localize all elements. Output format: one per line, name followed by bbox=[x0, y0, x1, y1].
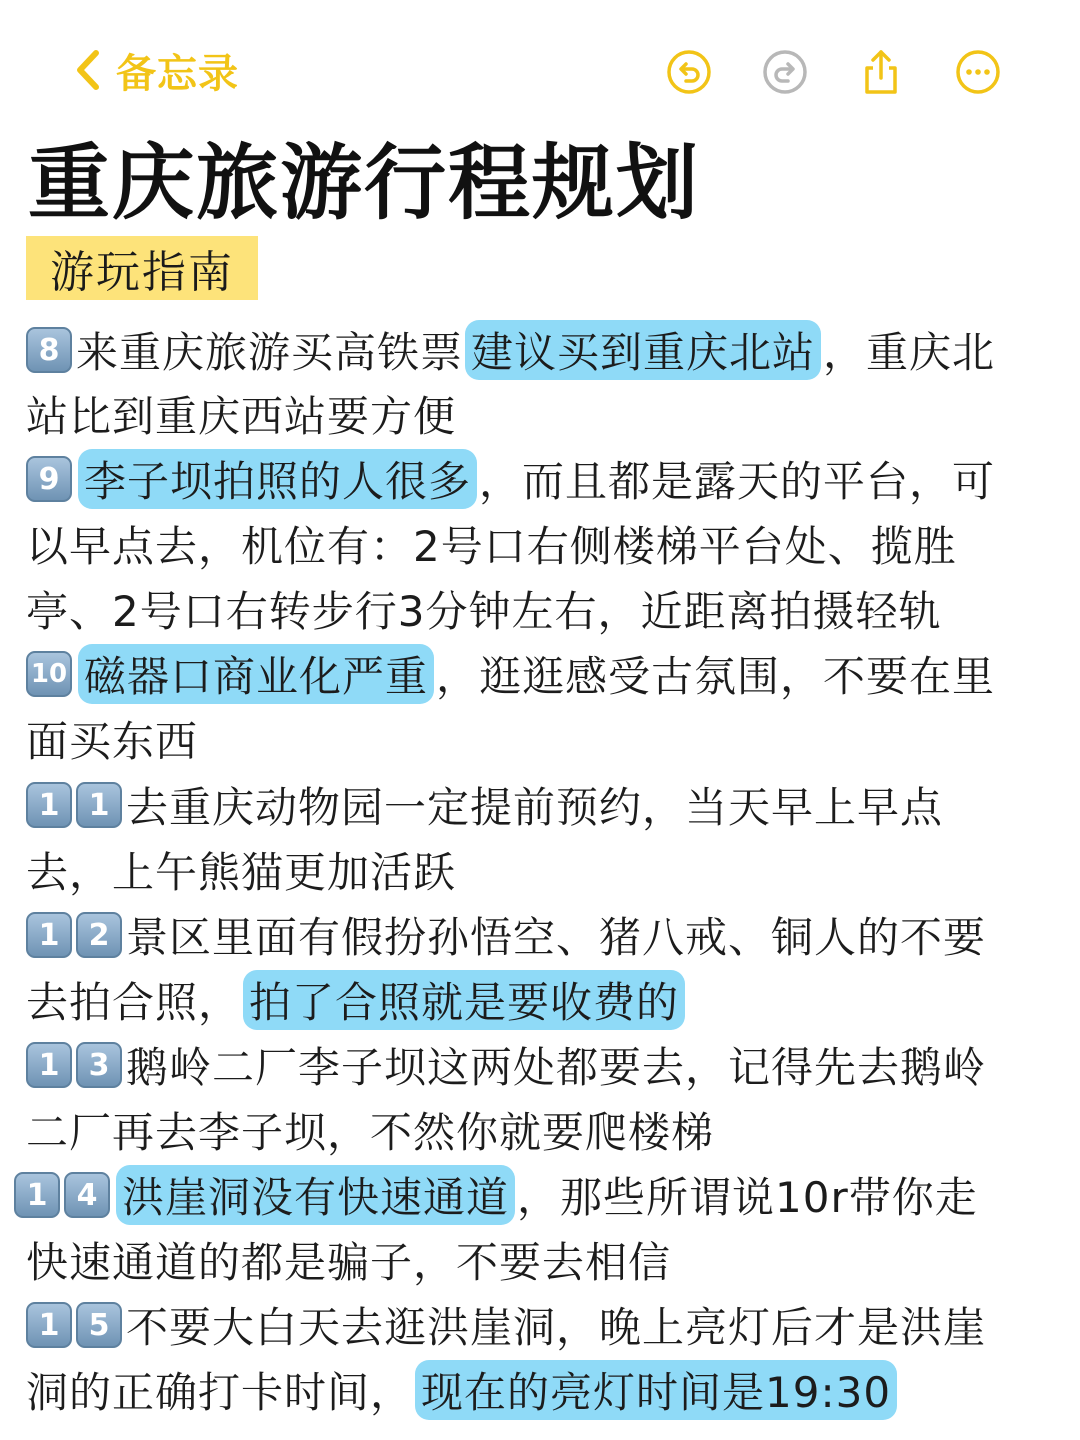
keycap-badge: 8 bbox=[26, 327, 72, 373]
text-run: ，而且都是露天的平台，可 bbox=[479, 457, 996, 506]
note-title[interactable]: 重庆旅游行程规划 bbox=[28, 136, 701, 231]
undo-button[interactable] bbox=[661, 44, 717, 100]
text-run: 去重庆动物园一定提前预约，当天早上早点 bbox=[126, 783, 944, 832]
highlighted-text: 拍了合照就是要收费的 bbox=[243, 970, 685, 1030]
redo-icon bbox=[761, 48, 809, 96]
text-run: ，重庆北 bbox=[823, 328, 996, 377]
text-run: 去拍合照， bbox=[26, 978, 242, 1027]
keycap-badge: 1 bbox=[26, 1042, 72, 1088]
keycap-badge: 2 bbox=[76, 912, 122, 958]
text-run: 以早点去，机位有：2号口右侧楼梯平台处、揽胜 bbox=[26, 522, 957, 571]
share-icon bbox=[857, 48, 905, 96]
note-line[interactable] bbox=[26, 382, 1066, 446]
note-line[interactable] bbox=[14, 1163, 1054, 1227]
note-line[interactable] bbox=[26, 318, 1066, 382]
keycap-badge: 1 bbox=[26, 1302, 72, 1348]
highlighted-text: 建议买到重庆北站 bbox=[465, 320, 821, 380]
keycap-badge: 5 bbox=[76, 1302, 122, 1348]
keycap-badge: 9 bbox=[26, 456, 72, 502]
text-run: 来重庆旅游买高铁票 bbox=[76, 328, 464, 377]
text-run: ，逛逛感受古氛围，不要在里 bbox=[436, 652, 996, 701]
text-run: 站比到重庆西站要方便 bbox=[26, 392, 457, 441]
text-run: 面买东西 bbox=[26, 717, 199, 766]
text-run: 鹅岭二厂李子坝这两处都要去，记得先去鹅岭 bbox=[126, 1043, 987, 1092]
text-run: 不要大白天去逛洪崖洞，晚上亮灯后才是洪崖 bbox=[126, 1303, 987, 1352]
keycap-badge: 1 bbox=[76, 782, 122, 828]
text-run: 景区里面有假扮孙悟空、猪八戒、铜人的不要 bbox=[126, 913, 987, 962]
highlighted-text: 李子坝拍照的人很多 bbox=[78, 449, 477, 509]
keycap-badge: 1 bbox=[26, 912, 72, 958]
nav-actions bbox=[0, 44, 1080, 100]
highlighted-text: 现在的亮灯时间是19:30 bbox=[415, 1360, 897, 1420]
nav-bar bbox=[0, 0, 1080, 112]
note-line[interactable] bbox=[26, 642, 1066, 706]
keycap-badge: 1 bbox=[26, 782, 72, 828]
text-run: ，那些所谓说10r带你走 bbox=[517, 1173, 978, 1222]
highlighted-text: 磁器口商业化严重 bbox=[78, 644, 434, 704]
note-line[interactable] bbox=[26, 1293, 1066, 1357]
back-label: 备忘录 bbox=[116, 50, 239, 97]
share-button[interactable] bbox=[853, 44, 909, 100]
text-run: 洞的正确打卡时间， bbox=[26, 1368, 414, 1417]
highlighted-text: 洪崖洞没有快速通道 bbox=[116, 1165, 515, 1225]
text-run: 二厂再去李子坝，不然你就要爬楼梯 bbox=[26, 1108, 715, 1157]
note-line[interactable] bbox=[26, 838, 1066, 902]
note-line[interactable] bbox=[26, 1358, 1066, 1422]
text-run: 去，上午熊猫更加活跃 bbox=[26, 848, 457, 897]
note-line[interactable] bbox=[26, 577, 1066, 641]
more-button[interactable] bbox=[950, 44, 1006, 100]
keycap-badge: 4 bbox=[64, 1172, 110, 1218]
redo-button[interactable] bbox=[757, 44, 813, 100]
note-line[interactable] bbox=[26, 773, 1066, 837]
note-line[interactable] bbox=[26, 903, 1066, 967]
note-line[interactable] bbox=[26, 968, 1066, 1032]
section-tag: 游玩指南 bbox=[26, 236, 258, 300]
keycap-badge: 1 bbox=[14, 1172, 60, 1218]
more-icon bbox=[954, 48, 1002, 96]
text-run: 亭、2号口右转步行3分钟左右，近距离拍摄轻轨 bbox=[26, 587, 942, 636]
note-line[interactable] bbox=[26, 512, 1066, 576]
keycap-badge: 3 bbox=[76, 1042, 122, 1088]
note-line[interactable] bbox=[26, 1033, 1066, 1097]
note-line[interactable] bbox=[26, 707, 1066, 771]
note-line[interactable] bbox=[26, 1098, 1066, 1162]
note-line[interactable] bbox=[26, 1228, 1066, 1292]
note-line[interactable] bbox=[26, 447, 1066, 511]
undo-icon bbox=[665, 48, 713, 96]
keycap-badge: 10 bbox=[26, 651, 72, 697]
text-run: 快速通道的都是骗子，不要去相信 bbox=[26, 1238, 672, 1287]
